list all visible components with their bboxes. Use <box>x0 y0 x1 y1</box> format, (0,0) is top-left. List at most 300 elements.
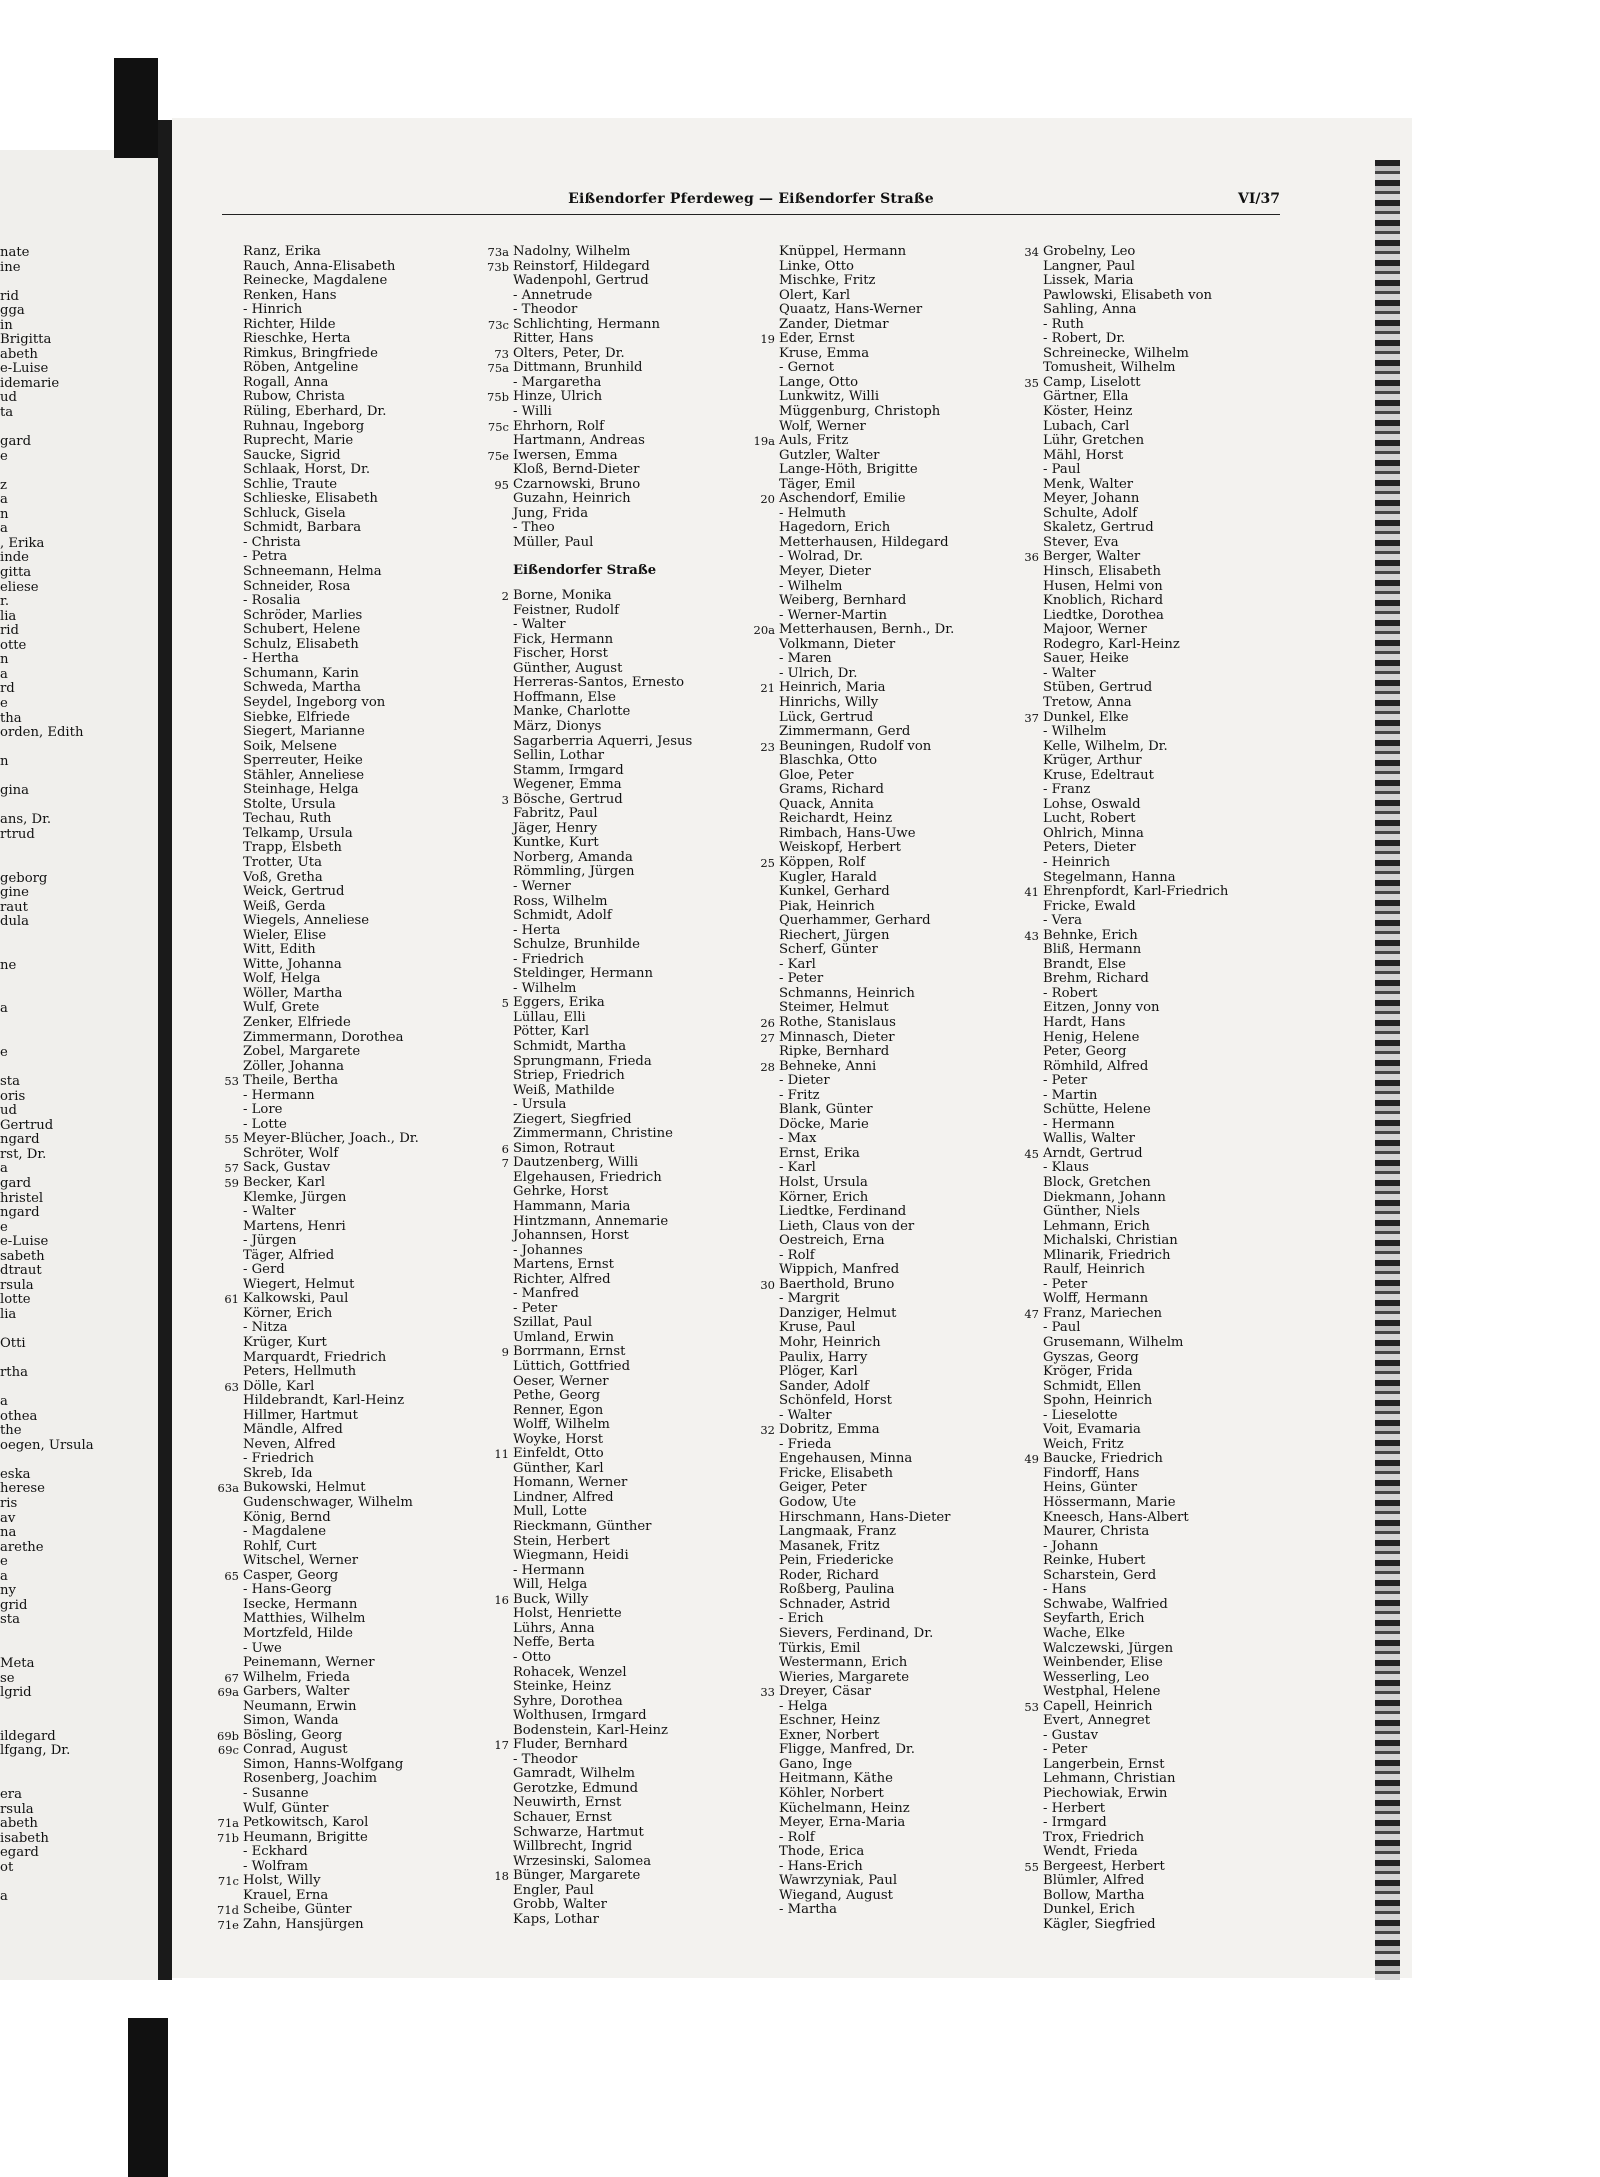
resident-entry <box>760 1029 954 1046</box>
house-number: 30 <box>760 1277 775 1292</box>
resident-name: Bollow, Martha <box>1043 1887 1145 1903</box>
resident-name: - Wilhelm <box>1043 724 1107 740</box>
resident-entry <box>760 1014 954 1031</box>
resident-entry <box>487 389 692 405</box>
resident-entry <box>513 1898 692 1913</box>
resident-name: Sauer, Heike <box>1043 651 1129 667</box>
resident-name: Neven, Alfred <box>243 1436 336 1452</box>
resident-name: Sprungmann, Frieda <box>513 1053 652 1069</box>
house-number: 73c <box>487 317 509 332</box>
resident-entry <box>243 1627 419 1642</box>
resident-entry <box>1043 972 1228 987</box>
resident-entry <box>760 1684 954 1700</box>
house-number: 36 <box>1024 550 1039 565</box>
resident-name: Willbrecht, Ingrid <box>513 1839 633 1855</box>
resident-entry <box>243 667 419 682</box>
house-number: 69c <box>217 1743 239 1758</box>
resident-entry <box>513 705 692 720</box>
resident-name: Stähler, Anneliese <box>243 767 365 783</box>
resident-entry <box>513 1753 692 1768</box>
resident-entry <box>779 289 954 304</box>
resident-entry <box>1043 347 1228 362</box>
resident-entry <box>779 1496 954 1511</box>
resident-entry <box>1024 709 1228 726</box>
resident-entry <box>487 418 692 435</box>
resident-name: Holst, Willy <box>243 1873 321 1889</box>
resident-entry <box>243 725 419 740</box>
resident-name: Wilhelm, Frieda <box>243 1669 350 1685</box>
resident-entry <box>513 880 692 895</box>
resident-name: Schmidt, Barbara <box>243 520 362 536</box>
resident-name: Köster, Heinz <box>1043 404 1133 420</box>
resident-name: Rimkus, Bringfriede <box>243 345 378 361</box>
resident-name: - Max <box>779 1131 817 1147</box>
resident-name: Buck, Willy <box>513 1591 589 1607</box>
resident-entry <box>513 1680 692 1695</box>
resident-entry <box>494 1446 692 1462</box>
resident-entry <box>243 783 419 798</box>
resident-entry <box>1043 1220 1228 1235</box>
resident-name: Aschendorf, Emilie <box>779 491 906 507</box>
resident-name: Minnasch, Dieter <box>779 1029 895 1045</box>
resident-name: Kägler, Siegfried <box>1043 1916 1156 1932</box>
resident-name: Lühr, Gretchen <box>1043 433 1145 449</box>
resident-name: Schneider, Rosa <box>243 578 351 594</box>
resident-entry <box>501 588 692 604</box>
resident-entry <box>779 812 954 827</box>
resident-name: Behnke, Erich <box>1043 927 1138 943</box>
resident-name: Rieschke, Herta <box>243 331 351 347</box>
resident-entry <box>224 1160 419 1176</box>
resident-entry <box>779 1132 954 1147</box>
resident-name: Volkmann, Dieter <box>779 636 896 652</box>
resident-entry <box>243 289 419 304</box>
resident-entry <box>1043 652 1228 667</box>
resident-name: Kneesch, Hans-Albert <box>1043 1509 1189 1525</box>
house-number: 95 <box>494 477 509 492</box>
resident-entry <box>243 885 419 900</box>
resident-entry <box>1043 1336 1228 1351</box>
resident-name: - Karl <box>779 1160 816 1176</box>
resident-name: Homann, Werner <box>513 1475 628 1491</box>
resident-name: Peter, Georg <box>1043 1044 1127 1060</box>
resident-entry <box>513 1666 692 1681</box>
resident-name: Lunkwitz, Willi <box>779 389 880 405</box>
resident-name: Scherf, Günter <box>779 942 878 958</box>
resident-entry <box>779 783 954 798</box>
resident-entry <box>1043 1132 1228 1147</box>
resident-entry <box>1043 900 1228 915</box>
house-number: 32 <box>760 1423 775 1438</box>
resident-entry <box>779 885 954 900</box>
resident-name: Hössermann, Marie <box>1043 1495 1176 1511</box>
resident-name: - Karl <box>779 956 816 972</box>
resident-entry <box>1043 638 1228 653</box>
resident-name: - Rolf <box>779 1829 815 1845</box>
resident-name: Metterhausen, Hildegard <box>779 534 949 550</box>
resident-entry <box>513 536 692 551</box>
resident-name: Bliß, Hermann <box>1043 942 1142 958</box>
resident-name: Wiegand, August <box>779 1887 893 1903</box>
resident-entry <box>243 841 419 856</box>
resident-entry <box>513 1855 692 1870</box>
resident-name: Blaschka, Otto <box>779 753 878 769</box>
resident-name: - Hans <box>1043 1582 1087 1598</box>
resident-entry <box>494 345 692 362</box>
resident-entry <box>243 478 419 493</box>
resident-entry <box>243 1409 419 1424</box>
resident-name: Piak, Heinrich <box>779 898 875 914</box>
resident-entry <box>1043 827 1228 842</box>
house-number: 69a <box>217 1685 239 1700</box>
resident-name: Exner, Norbert <box>779 1727 880 1743</box>
resident-name: Köhler, Norbert <box>779 1785 884 1801</box>
resident-entry <box>513 647 692 662</box>
resident-entry <box>513 1505 692 1520</box>
resident-entry <box>224 1669 419 1686</box>
resident-name: Wolf, Helga <box>243 971 321 987</box>
resident-entry <box>243 943 419 958</box>
house-number: 26 <box>760 1015 775 1030</box>
resident-entry <box>243 711 419 726</box>
resident-entry <box>779 769 954 784</box>
house-number: 75e <box>487 448 509 463</box>
resident-name: Reinke, Hubert <box>1043 1553 1146 1569</box>
resident-entry <box>779 1001 954 1016</box>
house-number: 49 <box>1024 1452 1039 1467</box>
resident-name: Bünger, Margarete <box>513 1868 641 1884</box>
resident-entry <box>779 1583 954 1598</box>
resident-name: Weich, Fritz <box>1043 1436 1124 1452</box>
resident-entry <box>243 1205 419 1220</box>
resident-name: - Wilhelm <box>779 578 843 594</box>
resident-name: Fligge, Manfred, Dr. <box>779 1742 915 1758</box>
resident-name: Elgehausen, Friedrich <box>513 1169 662 1185</box>
resident-name: - Frieda <box>779 1436 832 1452</box>
house-number: 71e <box>217 1917 239 1932</box>
resident-entry <box>243 1423 419 1438</box>
resident-entry <box>779 536 954 551</box>
house-number: 35 <box>1024 375 1039 390</box>
resident-entry <box>779 1642 954 1657</box>
resident-name: Husen, Helmi von <box>1043 578 1163 594</box>
house-number: 75a <box>487 361 509 376</box>
resident-entry <box>1043 1918 1228 1933</box>
resident-name: Neuwirth, Ernst <box>513 1795 622 1811</box>
resident-entry <box>513 1200 692 1215</box>
resident-entry <box>1043 1031 1228 1046</box>
resident-name: Weiß, Gerda <box>243 898 326 914</box>
resident-entry <box>513 720 692 735</box>
resident-entry <box>1043 1118 1228 1133</box>
resident-entry <box>1024 1451 1228 1467</box>
resident-entry <box>1024 1145 1228 1162</box>
resident-entry <box>243 798 419 813</box>
resident-entry <box>513 1084 692 1099</box>
resident-entry <box>1043 1234 1228 1249</box>
resident-entry <box>243 972 419 987</box>
street-heading: Eißendorfer Straße <box>513 563 657 579</box>
resident-entry <box>243 1060 419 1075</box>
resident-name: Heinrich, Maria <box>779 680 886 696</box>
resident-name: - Susanne <box>243 1785 309 1801</box>
resident-name: Müggenburg, Christoph <box>779 404 941 420</box>
resident-name: - Theodor <box>513 1751 578 1767</box>
resident-name: Hinze, Ulrich <box>513 389 603 405</box>
resident-name: - Heinrich <box>1043 854 1111 870</box>
resident-entry <box>487 316 692 333</box>
resident-entry <box>494 476 692 493</box>
resident-entry <box>1043 841 1228 856</box>
resident-entry <box>513 836 692 851</box>
resident-name: Lieth, Claus von der <box>779 1218 915 1234</box>
resident-entry <box>1043 1903 1228 1918</box>
resident-name: Meyer-Blücher, Joach., Dr. <box>243 1131 419 1147</box>
resident-entry <box>513 895 692 910</box>
house-number: 20a <box>753 623 775 638</box>
page-edge-strip <box>1375 160 1400 1980</box>
resident-name: Roßberg, Paulina <box>779 1582 895 1598</box>
page-number: VI/37 <box>1237 191 1280 207</box>
resident-entry <box>217 1815 419 1831</box>
resident-name: Richter, Hilde <box>243 316 336 332</box>
resident-entry <box>1024 374 1228 391</box>
resident-name: Findorff, Hans <box>1043 1465 1140 1481</box>
resident-name: Kröger, Frida <box>1043 1364 1133 1380</box>
house-number: 65 <box>224 1568 239 1583</box>
resident-name: - Hinrich <box>243 302 303 318</box>
resident-entry <box>779 1540 954 1555</box>
resident-entry <box>1043 260 1228 275</box>
resident-name: Wrzesinski, Salomea <box>513 1853 652 1869</box>
resident-name: Mohr, Heinrich <box>779 1335 881 1351</box>
resident-name: Rohacek, Wenzel <box>513 1664 627 1680</box>
resident-name: Czarnowski, Bruno <box>513 476 641 492</box>
resident-entry <box>1043 1772 1228 1787</box>
resident-entry <box>779 550 954 565</box>
resident-entry <box>513 1826 692 1841</box>
resident-name: Mändle, Alfred <box>243 1422 343 1438</box>
resident-name: Herreras-Santos, Ernesto <box>513 675 685 691</box>
resident-entry <box>243 900 419 915</box>
header-rule <box>222 214 1280 215</box>
resident-name: Capell, Heinrich <box>1043 1698 1153 1714</box>
resident-name: Schluck, Gisela <box>243 505 346 521</box>
resident-name: Wulf, Grete <box>243 1000 320 1016</box>
resident-entry <box>494 1737 692 1753</box>
resident-name: Liedtke, Ferdinand <box>779 1204 907 1220</box>
resident-name: - Christa <box>243 534 301 550</box>
resident-entry <box>779 1263 954 1278</box>
resident-name: Schütte, Helene <box>1043 1102 1151 1118</box>
resident-name: - Helmuth <box>779 505 846 521</box>
resident-entry <box>243 1642 419 1657</box>
resident-name: - Paul <box>1043 1320 1081 1336</box>
resident-name: Langner, Paul <box>1043 258 1135 274</box>
resident-name: Kruse, Edeltraut <box>1043 767 1154 783</box>
house-number: 11 <box>494 1447 509 1462</box>
resident-entry <box>760 854 954 871</box>
resident-name: - Margaretha <box>513 374 602 390</box>
resident-name: Ruhnau, Ingeborg <box>243 418 365 434</box>
resident-entry <box>779 1292 954 1307</box>
resident-entry <box>243 1598 419 1613</box>
resident-name: Will, Helga <box>513 1577 588 1593</box>
resident-entry <box>779 1089 954 1104</box>
resident-name: Schulz, Elisabeth <box>243 636 359 652</box>
resident-name: Zimmermann, Dorothea <box>243 1029 404 1045</box>
resident-name: Henig, Helene <box>1043 1029 1140 1045</box>
resident-name: Mortzfeld, Hilde <box>243 1625 353 1641</box>
resident-name: - Wolrad, Dr. <box>779 549 864 565</box>
house-number: 63a <box>217 1481 239 1496</box>
resident-name: Pawlowski, Elisabeth von <box>1043 287 1213 303</box>
resident-entry <box>513 1055 692 1070</box>
resident-entry <box>243 245 419 260</box>
resident-entry <box>513 434 692 449</box>
resident-name: Wieler, Elise <box>243 927 327 943</box>
resident-name: Ritter, Hans <box>513 331 594 347</box>
resident-entry <box>243 652 419 667</box>
resident-entry <box>243 1351 419 1366</box>
resident-entry <box>243 347 419 362</box>
resident-name: Beuningen, Rudolf von <box>779 738 932 754</box>
resident-name: - Werner <box>513 878 571 894</box>
resident-name: Hardt, Hans <box>1043 1014 1126 1030</box>
resident-name: Eggers, Erika <box>513 995 605 1011</box>
resident-name: Wiegels, Anneliese <box>243 913 370 929</box>
resident-name: Liedtke, Dorothea <box>1043 607 1164 623</box>
resident-name: Sander, Adolf <box>779 1378 869 1394</box>
resident-entry <box>243 1802 419 1817</box>
resident-name: Schmidt, Ellen <box>1043 1378 1142 1394</box>
resident-entry <box>513 1709 692 1724</box>
resident-name: Mischke, Fritz <box>779 273 876 289</box>
resident-entry <box>513 1476 692 1491</box>
resident-name: Dobritz, Emma <box>779 1422 880 1438</box>
resident-entry <box>513 909 692 924</box>
resident-name: Lucht, Robert <box>1043 811 1136 827</box>
resident-entry <box>779 1511 954 1526</box>
resident-name: Hoffmann, Else <box>513 689 616 705</box>
resident-entry <box>1024 244 1228 260</box>
resident-entry <box>513 1578 692 1593</box>
resident-name: Roder, Richard <box>779 1567 879 1583</box>
resident-entry <box>779 711 954 726</box>
resident-name: Ohlrich, Minna <box>1043 825 1144 841</box>
resident-entry <box>243 390 419 405</box>
house-number: 47 <box>1024 1306 1039 1321</box>
resident-entry <box>779 1321 954 1336</box>
resident-name: - Hans-Georg <box>243 1582 332 1598</box>
resident-name: Voit, Evamaria <box>1043 1422 1141 1438</box>
resident-name: Eschner, Heinz <box>779 1713 880 1729</box>
resident-entry <box>760 680 954 696</box>
binding-clip-bottom <box>128 2018 168 2177</box>
resident-entry <box>779 1045 954 1060</box>
resident-entry <box>243 1467 419 1482</box>
resident-entry <box>1043 1423 1228 1438</box>
left-facing-page <box>0 150 158 1980</box>
resident-entry <box>1043 1074 1228 1089</box>
resident-entry <box>513 865 692 880</box>
house-number: 41 <box>1024 885 1039 900</box>
resident-name: Fricke, Elisabeth <box>779 1465 893 1481</box>
resident-name: Fick, Hermann <box>513 631 614 647</box>
resident-entry <box>513 1171 692 1186</box>
resident-name: - Manfred <box>513 1286 579 1302</box>
house-number: 75c <box>487 419 509 434</box>
resident-entry <box>243 1860 419 1875</box>
resident-name: Blank, Günter <box>779 1102 873 1118</box>
resident-name: Reinecke, Magdalene <box>243 273 388 289</box>
resident-entry <box>243 420 419 435</box>
resident-entry <box>513 676 692 691</box>
house-number: 28 <box>760 1059 775 1074</box>
resident-entry <box>513 749 692 764</box>
resident-entry <box>779 361 954 376</box>
resident-entry <box>779 1438 954 1453</box>
resident-name: Maurer, Christa <box>1043 1524 1150 1540</box>
resident-entry <box>1043 1889 1228 1904</box>
resident-name: Schreinecke, Wilhelm <box>1043 345 1189 361</box>
resident-entry <box>1043 740 1228 755</box>
resident-name: Arndt, Gertrud <box>1043 1145 1143 1161</box>
resident-name: Bösche, Gertrud <box>513 791 623 807</box>
resident-name: Wadenpohl, Gertrud <box>513 273 649 289</box>
resident-name: Reinstorf, Hildegard <box>513 258 650 274</box>
resident-name: - Peter <box>779 971 824 987</box>
resident-entry <box>1024 884 1229 900</box>
resident-entry <box>1043 1045 1228 1060</box>
resident-name: Ehrenpfordt, Karl-Friedrich <box>1043 884 1229 900</box>
resident-name: Sellin, Lothar <box>513 748 605 764</box>
resident-name: Hinrichs, Willy <box>779 694 879 710</box>
resident-name: - Gerd <box>243 1262 285 1278</box>
resident-name: Weiß, Mathilde <box>513 1082 615 1098</box>
resident-entry <box>224 1567 419 1584</box>
resident-name: Borne, Monika <box>513 588 612 604</box>
binding-clip-top <box>114 58 158 158</box>
resident-name: Neffe, Berta <box>513 1635 595 1651</box>
resident-name: Striep, Friedrich <box>513 1068 625 1084</box>
directory-column-4 <box>1024 244 1229 1932</box>
resident-entry <box>1043 987 1228 1002</box>
resident-entry <box>243 1103 419 1118</box>
resident-name: Baerthold, Bruno <box>779 1276 895 1292</box>
resident-name: Klemke, Jürgen <box>243 1189 347 1205</box>
resident-name: Siegert, Marianne <box>243 724 365 740</box>
resident-name: Röben, Antgeline <box>243 360 359 376</box>
resident-entry <box>1043 1321 1228 1336</box>
resident-entry <box>243 1583 419 1598</box>
resident-name: Körner, Erich <box>243 1305 333 1321</box>
resident-entry <box>513 1389 692 1404</box>
resident-entry <box>1043 1525 1228 1540</box>
resident-name: - Peter <box>1043 1742 1088 1758</box>
resident-entry <box>513 953 692 968</box>
resident-entry <box>1043 783 1228 798</box>
resident-name: Menk, Walter <box>1043 476 1134 492</box>
resident-name: Theile, Bertha <box>243 1073 339 1089</box>
resident-entry <box>243 681 419 696</box>
resident-name: - Peter <box>1043 1276 1088 1292</box>
resident-entry <box>513 507 692 522</box>
resident-name: Pein, Friedericke <box>779 1553 894 1569</box>
page-title: Eißendorfer Pferdeweg — Eißendorfer Straße <box>568 191 934 207</box>
resident-name: Rogall, Anna <box>243 374 329 390</box>
resident-name: Schlaak, Horst, Dr. <box>243 462 371 478</box>
